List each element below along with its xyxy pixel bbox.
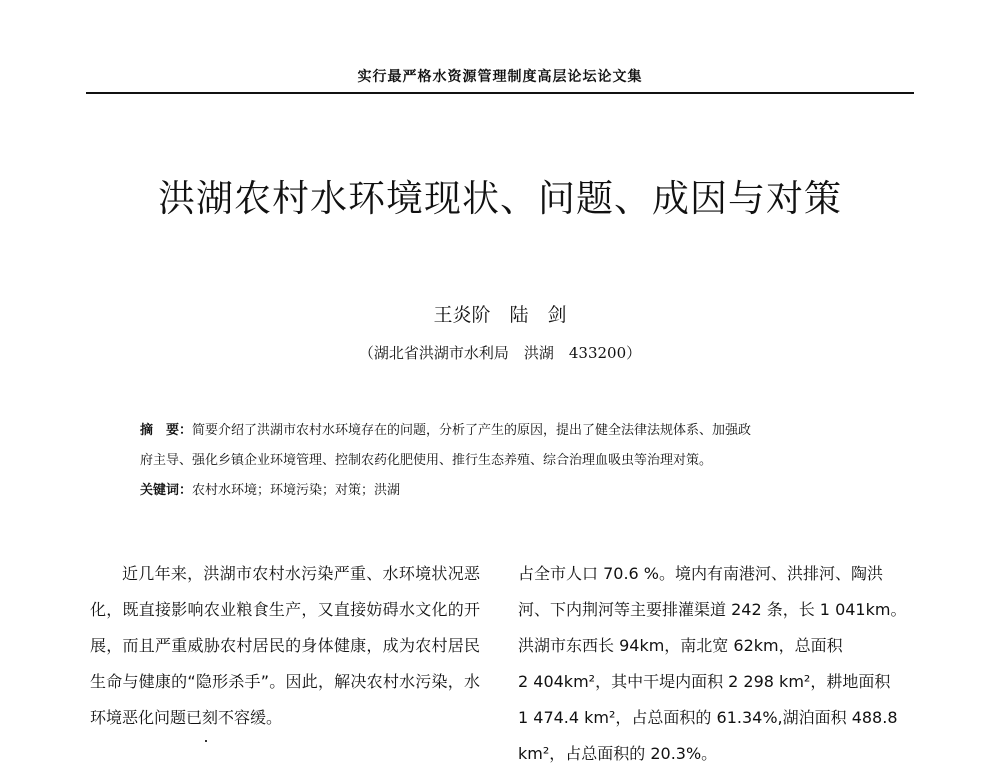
abstract-line-1 [140, 416, 900, 446]
right-line-4: 2 404km²，其中干堤内面积 2 298 km²，耕地面积 [518, 672, 891, 691]
keywords-label: 关键词： [140, 483, 193, 498]
abstract-text-2: 府主导、强化乡镇企业环境管理、控制农药化肥使用、推行生态养殖、综合治理血吸虫等治理对策。 [140, 453, 713, 468]
body-right-column [518, 556, 918, 772]
right-line-2: 河、下内荆河等主要排灌渠道 242 条，长 1 041km。 [518, 600, 907, 619]
right-line-3: 洪湖市东西长 94km，南北宽 62km，总面积 [518, 636, 843, 655]
scan-speck [205, 740, 207, 742]
abstract-text-1: 简要介绍了洪湖市农村水环境存在的问题，分析了产生的原因，提出了健全法律法规体系、加强政 [192, 423, 752, 438]
body-left-column: 近几年来，洪湖市农村水污染严重、水环境状况恶化，既直接影响农业粮食生产，又直接妨碍水文化的开展，而且严重威胁农村居民的身体健康，成为农村居民生命与健康的“隐形杀手”。因此，解决农村水污染，水环境恶化问题已刻不容缓。 [90, 564, 480, 727]
paper-authors: 王炎阶 陆 剑 [433, 304, 567, 326]
right-line-1: 占全市人口 70.6 %。境内有南港河、洪排河、陶洪 [518, 564, 884, 583]
abstract-block [140, 416, 900, 506]
keywords-line [140, 476, 900, 506]
abstract-label: 摘 要： [140, 423, 193, 438]
right-line-5: 1 474.4 km²，占总面积的 61.34%,湖泊面积 488.8 [518, 708, 898, 727]
author-affiliation: （湖北省洪湖市水利局 洪湖 433200） [358, 344, 642, 362]
header-divider [86, 92, 914, 94]
keywords-text: 农村水环境；环境污染；对策；洪湖 [192, 483, 401, 498]
running-header: 实行最严格水资源管理制度高层论坛论文集 [357, 69, 643, 85]
paper-title: 洪湖农村水环境现状、问题、成因与对策 [158, 177, 842, 220]
right-line-6: km²，占总面积的 20.3%。 [518, 744, 718, 763]
